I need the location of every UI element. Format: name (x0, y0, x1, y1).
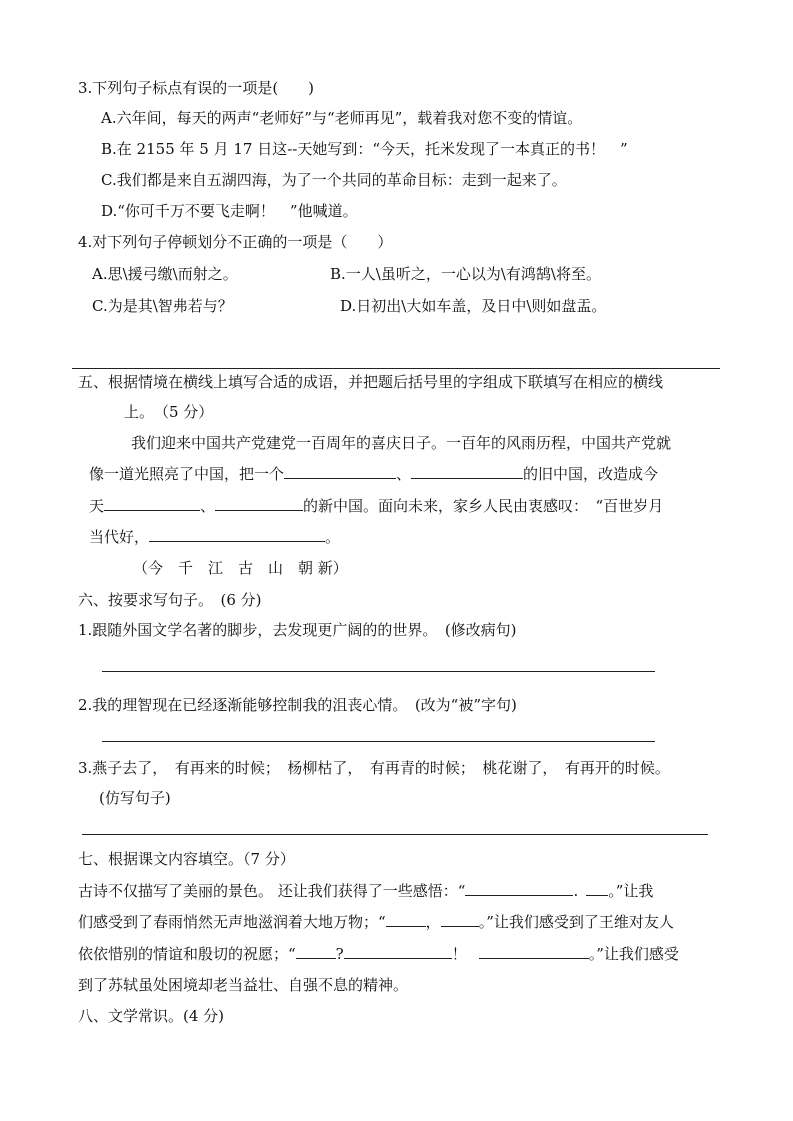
poem-blank-7[interactable] (479, 944, 589, 959)
section-5-title: 五、根据情境在横线上填写合适的成语，并把题后括号里的字组成下联填写在相应的横线 (78, 373, 664, 391)
question-4-option-b: B.一人\虽听之，一心以为\有鸿鹄\将至。 (330, 265, 601, 283)
text-fragment: 。”让我们感受到了王维对友人 (478, 913, 674, 931)
text-fragment: 、 (396, 465, 412, 483)
text-fragment: 天 (89, 497, 105, 515)
poem-blank-5[interactable] (296, 944, 336, 959)
section-7-line-3 (78, 944, 679, 964)
couplet-blank[interactable] (149, 527, 325, 542)
text-fragment: 的新中国。面向未来，家乡人民由衷感叹： “百世岁月 (303, 497, 664, 515)
idiom-blank-2[interactable] (411, 464, 523, 479)
section-7-line-1 (78, 881, 653, 901)
section-5-paragraph-line-3 (89, 496, 663, 516)
question-3-option-d: D.“你可千万不要飞走啊！ ”他喊道。 (101, 202, 358, 220)
text-fragment: ， (425, 913, 441, 931)
text-fragment: 的旧中国，改造成今 (523, 465, 659, 483)
text-fragment: 、 (200, 497, 216, 515)
question-4-option-d: D.日初出\大如车盖，及日中\则如盘盂。 (340, 297, 607, 315)
section-6-title: 六、按要求写句子。 (6 分) (78, 591, 262, 609)
question-3-option-b: B.在 2155 年 5 月 17 日这--天她写到：“今天，托米发现了一本真正的书！ ” (101, 140, 628, 158)
section-5-paragraph-line-1: 我们迎来中国共产党建党一百周年的喜庆日子。一百年的风雨历程，中国共产党就 (131, 434, 672, 452)
section-8-title: 八、文学常识。(4 分) (78, 1007, 225, 1025)
section-divider (72, 368, 720, 369)
section-7-title: 七、根据课文内容填空。（7 分） (78, 850, 295, 868)
answer-line-1[interactable] (102, 671, 655, 672)
text-fragment: 。”让我 (608, 882, 654, 900)
question-4-stem: 4.对下列句子停顿划分不正确的一项是（ ） (78, 233, 393, 251)
section-6-question-1: 1.跟随外国文学名著的脚步，去发现更广阔的的世界。 (修改病句) (78, 621, 517, 639)
idiom-blank-1[interactable] (284, 464, 396, 479)
section-6-question-3-note: (仿写句子) (99, 789, 171, 807)
text-fragment: ? (335, 945, 344, 963)
question-3-option-a: A.六年间，每天的两声“老师好”与“老师再见”，载着我对您不变的情谊。 (101, 109, 583, 127)
text-fragment: 依依惜别的情谊和殷切的祝愿；“ (78, 945, 296, 963)
section-6-question-3: 3.燕子去了， 有再来的时候； 杨柳枯了， 有再青的时候； 桃花谢了， 有再开的时候。 (78, 759, 670, 777)
poem-blank-6[interactable] (344, 944, 452, 959)
text-fragment: 们感受到了春雨悄然无声地滋润着大地万物；“ (78, 913, 386, 931)
poem-blank-1[interactable] (465, 881, 573, 896)
section-5-paragraph-line-2 (89, 464, 658, 484)
question-4-option-c: C.为是其\智弗若与？ (92, 297, 233, 315)
idiom-blank-3[interactable] (104, 496, 200, 511)
section-7-line-4: 到了苏轼虽处困境却老当益壮、自强不息的精神。 (78, 976, 409, 994)
text-fragment: 古诗不仅描写了美丽的景色。 还让我们获得了一些感悟：“ (78, 882, 466, 900)
text-fragment: 。”让我们感受 (588, 945, 679, 963)
question-4-option-a: A.思\援弓缴\而射之。 (92, 265, 238, 283)
section-5-paragraph-line-4 (89, 527, 340, 547)
text-fragment: ！ (451, 945, 467, 963)
section-6-question-2: 2.我的理智现在已经逐渐能够控制我的沮丧心情。 (改为“被”字句) (78, 696, 517, 714)
idiom-blank-4[interactable] (215, 496, 303, 511)
question-3-stem: 3.下列句子标点有误的一项是( ) (78, 79, 315, 97)
answer-line-3[interactable] (82, 834, 708, 835)
question-3-option-c: C.我们都是来自五湖四海，为了一个共同的革命目标：走到一起来了。 (101, 171, 567, 189)
text-fragment: 。 (325, 528, 341, 546)
poem-blank-3[interactable] (386, 912, 426, 927)
poem-blank-2[interactable] (586, 881, 608, 896)
text-fragment: . (573, 882, 579, 900)
section-5-title-cont: 上。 （5 分） (124, 403, 214, 421)
text-fragment: 像一道光照亮了中国，把一个 (89, 465, 285, 483)
section-5-given-chars: （今 千 江 古 山 朝 新） (133, 559, 348, 577)
section-7-line-2 (78, 912, 674, 932)
answer-line-2[interactable] (102, 741, 655, 742)
text-fragment: 当代好， (89, 528, 150, 546)
poem-blank-4[interactable] (441, 912, 479, 927)
